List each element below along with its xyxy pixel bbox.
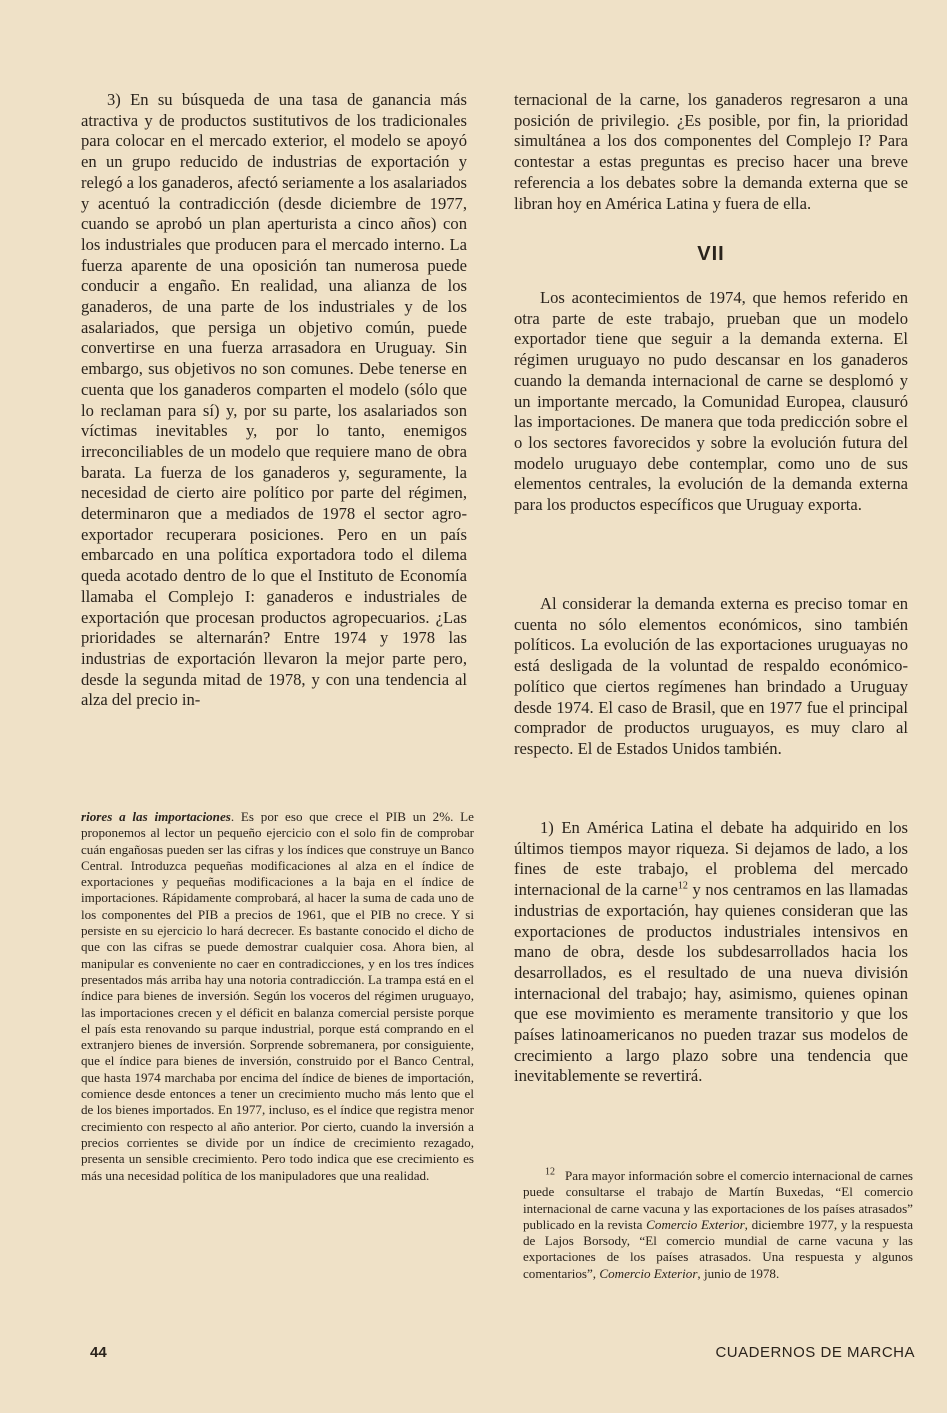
page-number: 44 [90, 1344, 107, 1361]
right-paragraph-3 [514, 818, 908, 1087]
footnote-body: . Es por eso que crece el PIB un 2%. Le proponemos al lector un pequeño ejercicio con el solo fin de comprobar cuán engañosas pueden ser las cifras y los índices que construye un Banco Central. Introduzca pequeñas modificaciones al alza en el índice de exportaciones y pequeñas modificaciones a la baja en el índice de importaciones. Rápidamente comprobará, al hacer la suma de cada uno de los componentes del PIB a precios de 1961, que el PIB no crece. Y si persiste en su ejercicio lo hará decrecer. Es bastante conocido el dicho de que con las cifras se puede demostrar cualquier cosa. Ahora bien, al manipular es conveniente no caer en contradicciones, y en los tres índices presentados más arriba hay una notoria contradicción. La trampa está en el índice para bienes de inversión. Según los voceros del régimen uruguayo, las importaciones crecen y el déficit en balanza comercial persiste porque el país esta renovando su parque industrial, porque está comprando en el extranjero bienes de inversión. Sorprende sobremanera, por consiguiente, que el índice para bienes de inversión, construido por el Banco Central, que hasta 1974 marchaba por encima del índice de bienes de importación, comience desde entonces a tener un crecimiento mucho más lento que el de los bienes importados. En 1977, incluso, es el índice que registra menor crecimiento con respecto al año anterior. Por cierto, cuando la inversión a precios corrientes se divide por un índice de crecimiento rezagado, presenta un sensible crecimiento. Pero todo indica que ese crecimiento es más una necesidad política de los manipuladores que una realidad. [81, 809, 474, 1183]
footnote-text-3: , junio de 1978. [697, 1265, 780, 1281]
paragraph-3-text [514, 818, 908, 1087]
paragraph-2-text: Al considerar la demanda externa es preciso tomar en cuenta no sólo elementos económicos, sino también políticos. La evolución de las exportaciones uruguayas no está desligada de la voluntad de respaldo económico-político que ciertos regímenes han brindado a Uruguay desde 1974. El caso de Brasil, que en 1977 fue el principal comprador de productos uruguayos, es muy claro al respecto. El de Estados Unidos también. [514, 594, 908, 758]
footnote-12 [523, 1168, 913, 1282]
section-heading: VII [697, 243, 725, 265]
left-footnote-paragraph [81, 809, 474, 1184]
journal-title-1: Comercio Exterior [646, 1216, 745, 1232]
right-paragraph-2 [514, 594, 908, 760]
journal-title-2: Comercio Exterior [599, 1265, 698, 1281]
footnote-reference: 12 [677, 880, 688, 892]
publication-name: CUADERNOS DE MARCHA [715, 1344, 915, 1361]
footnote-text-1: Para mayor información sobre el comercio internacional de carnes puede consultarse el trabajo de Martín Buxedas, “El comercio internacional de carne vacuna y las exportaciones de los países atrasados” publicado en la revista [523, 1168, 914, 1232]
paragraph-3-part-2: y nos centramos en las llamadas industrias de exportación, hay quienes consideran que las exportaciones de productos industriales intensivos en mano de obra, desde los subdesarrollados hacia los desarrollados, es el resultado de una nueva división internacional del trabajo; hay, asimismo, quienes opinan que ese movimiento es meramente transitorio y que los países latinoamericanos no pueden trazar sus modelos de crecimiento a largo plazo sobre una tendencia que inevitablemente se revertirá. [514, 880, 908, 1086]
right-column-continuation [514, 90, 908, 214]
right-paragraph-1 [514, 288, 908, 516]
paragraph-3-part-1: 1) En América Latina el debate ha adquirido en los últimos tiempos mayor riqueza. Si dejamos de lado, a los fines de este trabajo, el problema del mercado internacional de la carne [514, 818, 908, 900]
footnote-12-text [523, 1168, 913, 1282]
footnote-italic-lead: riores a las importaciones [81, 809, 231, 824]
continuation-paragraph: ternacional de la carne, los ganaderos regresaron a una posición de privilegio. ¿Es posible, por fin, la prioridad simultánea a los dos componentes del Complejo I? Para contestar a estas preguntas es preciso hacer una breve referencia a los debates sobre la demanda externa que se libran hoy en América Latina y fuera de ella. [514, 90, 908, 213]
left-footnote-continuation [81, 809, 474, 1184]
footnote-number: 12 [545, 1166, 555, 1178]
left-paragraph: 3) En su búsqueda de una tasa de ganancia más atractiva y de productos sustitutivos de los tradicionales para colocar en el mercado exterior, el modelo se apoyó en un grupo reducido de industrias de exportación y relegó a los ganaderos, afectó seriamente a los asalariados y acentuó la contradicción (desde diciembre de 1977, cuando se aprobó un plan aperturista a cinco años) con los industriales que producen para el mercado interno. La fuerza aparente de una oposición tan numerosa puede conducir a engaño. En realidad, una alianza de los ganaderos, de una parte de los industriales y de los asalariados, que persiga un objetivo común, puede convertirse en una fuerza arrasadora en Uruguay. Sin embargo, sus objetivos no son comunes. Debe tenerse en cuenta que los ganaderos comparten el modelo (sólo que lo reclaman para sí) y, por su parte, los asalariados son víctimas inevitables y, por lo tanto, enemigos irreconciliables de un modelo que requiere mano de obra barata. La fuerza de los ganaderos y, seguramente, la necesidad de cierto aire político por parte del régimen, determinaron que a mediados de 1978 el sector agro-exportador recuperara posiciones. Pero en un país embarcado en una política exportadora todo el dilema queda acotado dentro de lo que el Instituto de Economía llamaba el Complejo I: ganaderos e industriales de exportación que procesan productos agropecuarios. ¿Las prioridades se alternarán? Entre 1974 y 1978 las industrias de exportación llevaron la mejor parte pero, desde la segunda mitad de 1978, y con una tendencia al alza del precio in- [81, 90, 467, 710]
left-column-body-text [81, 90, 467, 711]
paragraph-1-text: Los acontecimientos de 1974, que hemos referido en otra parte de este trabajo, prueban que un modelo exportador tiene que seguir a la demanda externa. El régimen uruguayo no pudo descansar en los ganaderos cuando la demanda internacional de carne se desplomó y un importante mercado, la Comunidad Europea, clausuró las importaciones. De manera que toda predicción sobre el o los sectores favorecidos y sobre la evolución futura del modelo uruguayo debe contemplar, como uno de sus elementos centrales, la evolución de la demanda externa para los productos específicos que Uruguay exporta. [514, 288, 908, 515]
footnote-text-2: , diciembre 1977, y la respuesta de Lajos Borsody, “El comercio mundial de carne vacuna y las exportaciones de los países atrasados. Una respuesta y algunos comentarios”, [523, 1216, 914, 1281]
